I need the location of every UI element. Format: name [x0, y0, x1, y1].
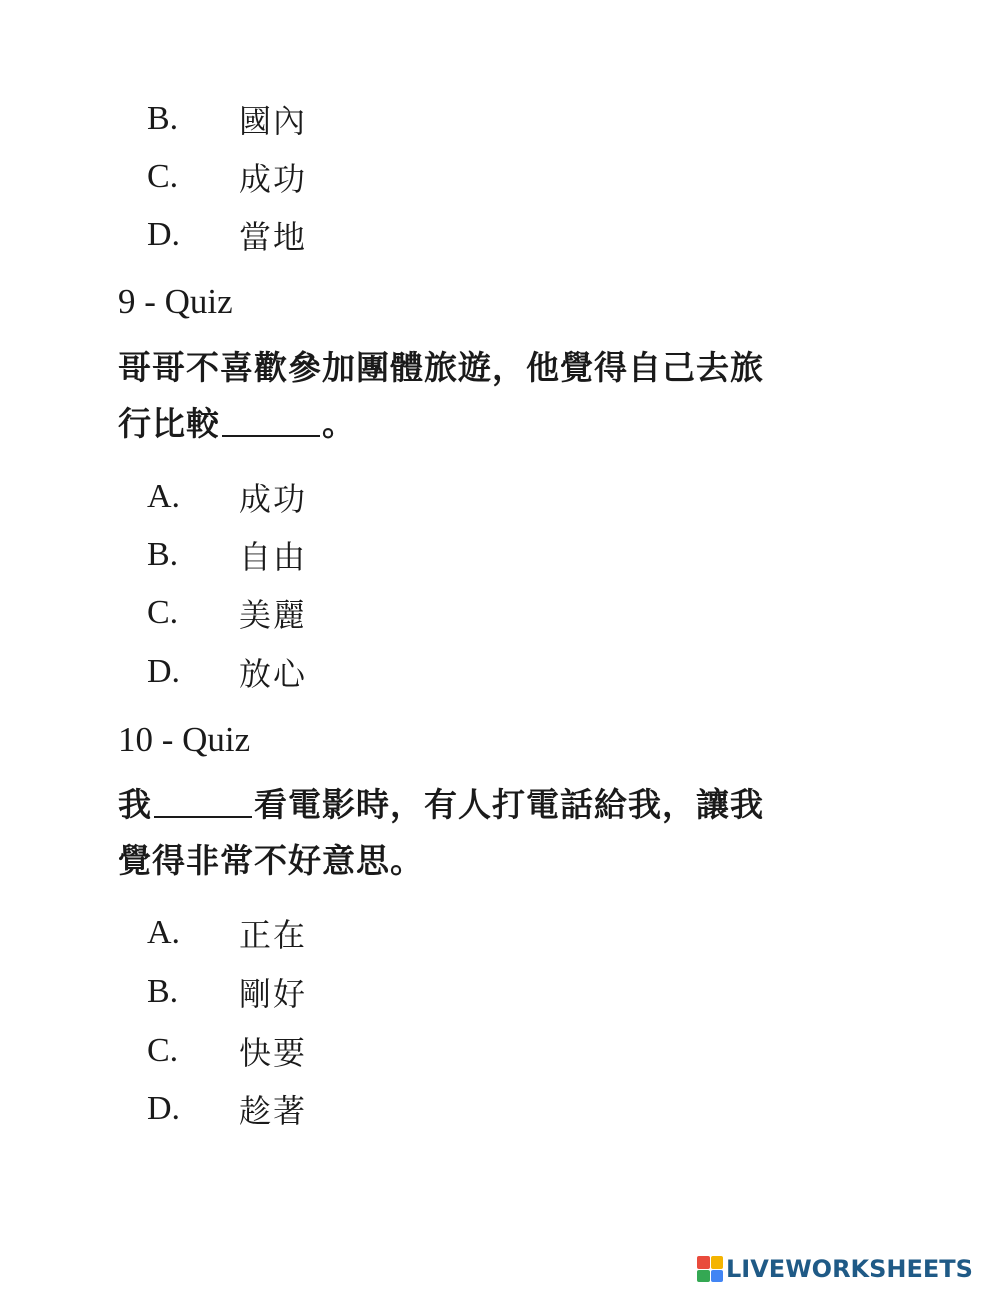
question-9-line-2-start: 行比較 [118, 404, 220, 443]
question-10-header: 10 - Quiz [118, 720, 251, 759]
question-9-option-a[interactable] [147, 475, 307, 519]
question-9-option-c[interactable] [147, 591, 307, 635]
question-9-line-2-end: 。 [322, 404, 356, 443]
brand-wordmark: LIVEWORKSHEETS [726, 1255, 973, 1283]
liveworksheets-brand [697, 1252, 973, 1286]
question-10-line-1 [118, 777, 898, 833]
option-text: 自由 [239, 538, 308, 576]
option-b-prev[interactable] [147, 97, 307, 141]
option-letter: B. [147, 536, 179, 573]
logo-square-blue [711, 1270, 724, 1283]
logo-square-red [697, 1256, 710, 1269]
option-letter: D. [147, 653, 181, 690]
option-letter: D. [147, 1090, 181, 1127]
question-10-blank[interactable] [154, 780, 252, 818]
option-c-prev[interactable] [147, 155, 307, 199]
question-9-text [118, 340, 898, 452]
question-10-text [118, 777, 898, 889]
option-letter: C. [147, 158, 179, 195]
option-text: 剛好 [239, 975, 308, 1013]
option-letter: B. [147, 100, 179, 137]
option-d-prev[interactable] [147, 213, 307, 257]
option-letter: C. [147, 594, 179, 631]
option-letter: A. [147, 478, 181, 515]
question-9-header: 9 - Quiz [118, 282, 233, 321]
question-10-line-1-start: 我 [118, 785, 152, 824]
option-letter: D. [147, 216, 181, 253]
question-9-line-2 [118, 396, 898, 452]
option-letter: C. [147, 1032, 179, 1069]
question-10-line-2: 覺得非常不好意思。 [118, 841, 424, 880]
option-text: 成功 [239, 160, 308, 198]
option-letter: A. [147, 914, 181, 951]
option-text: 國內 [239, 102, 308, 140]
option-text: 美麗 [239, 596, 308, 634]
question-10-option-b[interactable] [147, 970, 307, 1014]
question-9-blank[interactable] [222, 399, 320, 437]
option-text: 當地 [239, 218, 308, 256]
option-text: 正在 [239, 916, 308, 954]
question-10-option-c[interactable] [147, 1029, 307, 1073]
liveworksheets-logo-icon [697, 1256, 723, 1282]
question-9-line-1: 哥哥不喜歡參加團體旅遊，他覺得自己去旅 [118, 348, 764, 387]
option-letter: B. [147, 973, 179, 1010]
option-text: 放心 [239, 655, 308, 693]
option-text: 趁著 [239, 1092, 308, 1130]
question-9-option-b[interactable] [147, 533, 307, 577]
question-10-option-a[interactable] [147, 911, 307, 955]
question-10-option-d[interactable] [147, 1087, 307, 1131]
question-10-line-1-end: 看電影時，有人打電話給我，讓我 [254, 785, 764, 824]
question-9-option-d[interactable] [147, 650, 307, 694]
logo-square-yellow [711, 1256, 724, 1269]
option-text: 快要 [239, 1034, 308, 1072]
option-text: 成功 [239, 480, 308, 518]
logo-square-green [697, 1270, 710, 1283]
